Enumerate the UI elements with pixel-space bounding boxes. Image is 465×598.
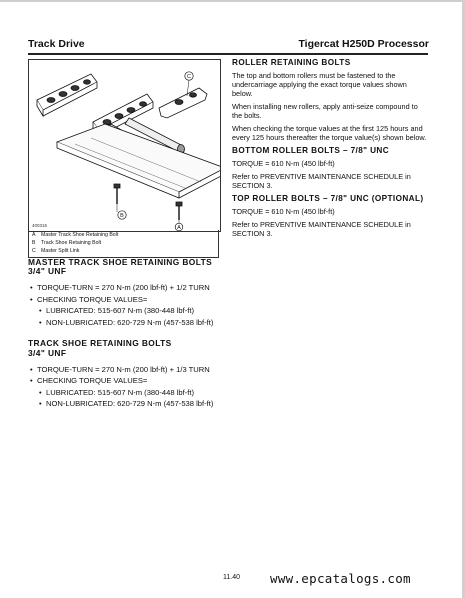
callout-c-label: C [187, 74, 191, 80]
figure-id: 400315 [32, 223, 48, 228]
callout-b-label: B [120, 213, 124, 219]
roller-paragraph-1: The top and bottom rollers must be fastened to the undercarriage applying the exact torque values shown below. [232, 71, 407, 98]
bottom-roller-reference: Refer to PREVENTIVE MAINTENANCE SCHEDULE in SECTION 3. [232, 172, 411, 190]
track-assembly-figure [28, 59, 221, 232]
master-lubricated: • LUBRICATED: 515-607 N-m (380-448 lbf-ft) [28, 305, 228, 317]
top-roller-reference: Refer to PREVENTIVE MAINTENANCE SCHEDULE in SECTION 3. [232, 220, 411, 238]
legend-text: Master Split Link [41, 248, 80, 255]
roller-heading: ROLLER RETAINING BOLTS [232, 58, 351, 67]
roller-paragraph-3: When checking the torque values at the first 125 hours and every 125 hours thereafter the torque value(s) shown below. [232, 124, 427, 142]
bottom-roller-torque: TORQUE = 610 N-m (450 lbf-ft) [232, 159, 335, 168]
shoe-torque-turn: • TORQUE-TURN = 270 N-m (200 lbf-ft) + 1/3 TURN [28, 364, 228, 376]
watermark-link[interactable]: www.epcatalogs.com [270, 571, 411, 586]
exploded-track-illustration [29, 60, 220, 231]
master-checking-torque: • CHECKING TORQUE VALUES= [28, 294, 228, 306]
legend-letter: C [32, 248, 36, 255]
product-title: Tigercat H250D Processor [298, 38, 429, 50]
bottom-roller-heading: BOTTOM ROLLER BOLTS – 7/8" UNC [232, 146, 390, 155]
page-number: 11.40 [223, 574, 240, 581]
master-bolts-heading: MASTER TRACK SHOE RETAINING BOLTS [28, 257, 213, 267]
master-bolts-size: 3/4" UNF [28, 266, 67, 277]
shoe-non-lubricated: • NON-LUBRICATED: 620-729 N-m (457-538 lbf-ft) [28, 398, 228, 410]
legend-text: Master Track Shoe Retaining Bolt [41, 232, 119, 238]
legend-row [32, 247, 218, 255]
legend-row [32, 239, 218, 247]
legend-letter: A [32, 232, 36, 238]
roller-bolt-specs [232, 58, 428, 242]
master-torque-turn: • TORQUE-TURN = 270 N-m (200 lbf-ft) + 1/2 TURN [28, 282, 228, 294]
legend-letter: B [32, 240, 36, 247]
shoe-bolts-heading: TRACK SHOE RETAINING BOLTS [28, 338, 172, 349]
header-rule [28, 53, 428, 55]
top-roller-heading: TOP ROLLER BOLTS – 7/8" UNC (OPTIONAL) [232, 194, 424, 203]
shoe-bolts-size: 3/4" UNF [28, 347, 67, 358]
legend-row [32, 231, 218, 239]
figure-legend [28, 230, 219, 258]
page-top-border [0, 0, 465, 2]
top-roller-torque: TORQUE = 610 N-m (450 lbf-ft) [232, 207, 335, 216]
callout-a-label: A [177, 225, 181, 231]
legend-text: Track Shoe Retaining Bolt [41, 240, 102, 247]
bolt-torque-specs [28, 258, 228, 410]
master-non-lubricated: • NON-LUBRICATED: 620-729 N-m (457-538 lbf-ft) [28, 317, 228, 329]
roller-paragraph-2: When installing new rollers, apply anti-seize compound to the bolts. [232, 102, 418, 120]
section-title: Track Drive [28, 38, 85, 50]
shoe-lubricated: • LUBRICATED: 515-607 N-m (380-448 lbf-ft) [28, 387, 228, 399]
shoe-checking-torque: • CHECKING TORQUE VALUES= [28, 375, 228, 387]
